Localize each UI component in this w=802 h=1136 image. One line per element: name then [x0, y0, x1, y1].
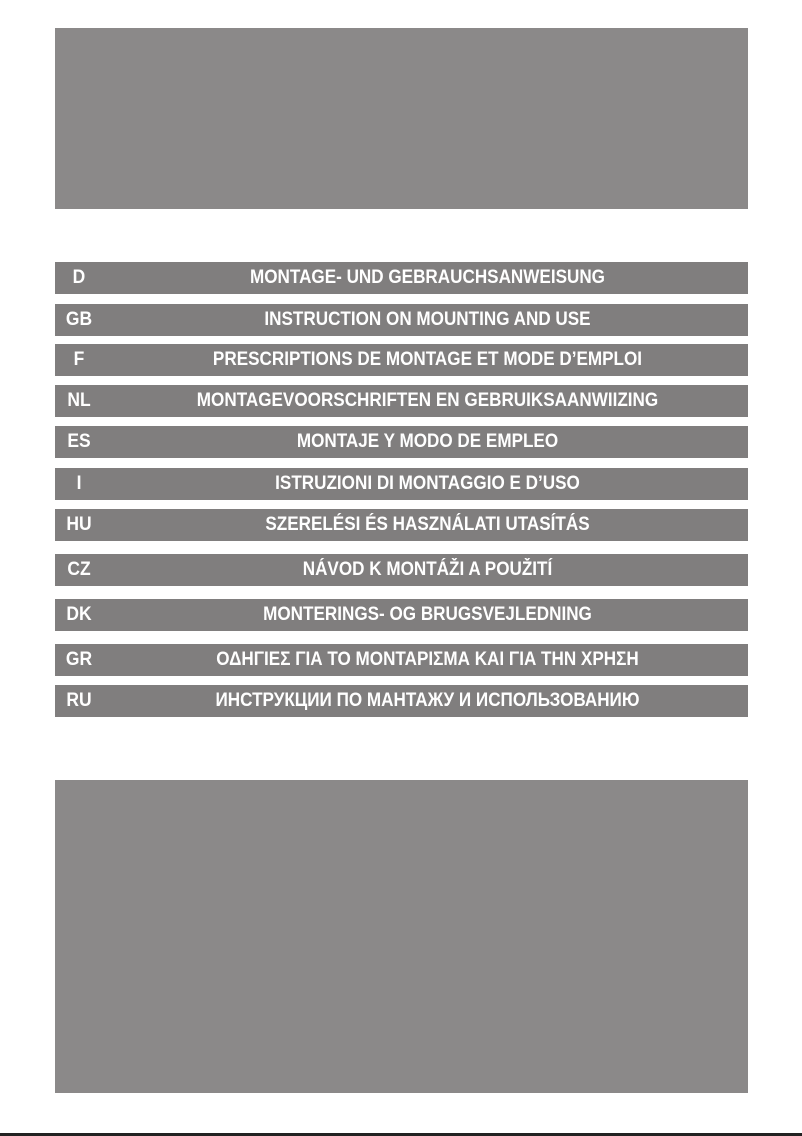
- language-title: ISTRUZIONI DI MONTAGGIO E D’USO: [275, 473, 580, 494]
- language-band-i: [55, 468, 748, 500]
- language-title: INSTRUCTION ON MOUNTING AND USE: [264, 309, 591, 330]
- language-title: MONTAGE- UND GEBRAUCHSANWEISUNG: [250, 267, 605, 288]
- language-band-cz: [55, 554, 748, 586]
- bottom-image-placeholder: [55, 780, 748, 1093]
- language-band-hu: [55, 509, 748, 541]
- language-band-dk: [55, 599, 748, 631]
- language-title: SZERELÉSI ÉS HASZNÁLATI UTASÍTÁS: [265, 514, 590, 535]
- language-code: HU: [66, 514, 92, 535]
- language-title: NÁVOD K MONTÁŽI A POUŽITÍ: [302, 559, 553, 580]
- language-band-es: [55, 426, 748, 458]
- language-code: F: [73, 349, 85, 370]
- language-code: CZ: [67, 559, 91, 580]
- language-code: GR: [65, 649, 93, 670]
- language-code: DK: [66, 604, 92, 625]
- language-band-f: [55, 344, 748, 376]
- language-band-ru: [55, 685, 748, 717]
- language-code: ES: [67, 431, 91, 452]
- language-code: RU: [66, 690, 92, 711]
- language-band-gb: [55, 304, 748, 336]
- language-title: ИНСТРУКЦИИ ПО МАНТАЖУ И ИСПОЛЬЗОВАНИЮ: [215, 690, 640, 711]
- language-band-d: [55, 262, 748, 294]
- language-code: NL: [67, 390, 91, 411]
- language-title: ΟΔΗΓΙΕΣ ΓΙΑ ΤΟ ΜΟΝΤΑΡΙΣΜΑ ΚΑΙ ΓΙΑ ΤΗΝ ΧΡΗΣΗ: [216, 649, 639, 670]
- language-title: MONTAJE Y MODO DE EMPLEO: [296, 431, 559, 452]
- language-title: PRESCRIPTIONS DE MONTAGE ET MODE D’EMPLOI: [212, 349, 643, 370]
- language-code: I: [76, 473, 82, 494]
- language-band-gr: [55, 644, 748, 676]
- language-code: GB: [65, 309, 93, 330]
- language-title: MONTAGEVOORSCHRIFTEN EN GEBRUIKSAANWIIZING: [196, 390, 659, 411]
- language-band-nl: [55, 385, 748, 417]
- language-title: MONTERINGS- OG BRUGSVEJLEDNING: [263, 604, 592, 625]
- language-code: D: [72, 267, 86, 288]
- top-image-placeholder: [55, 28, 748, 209]
